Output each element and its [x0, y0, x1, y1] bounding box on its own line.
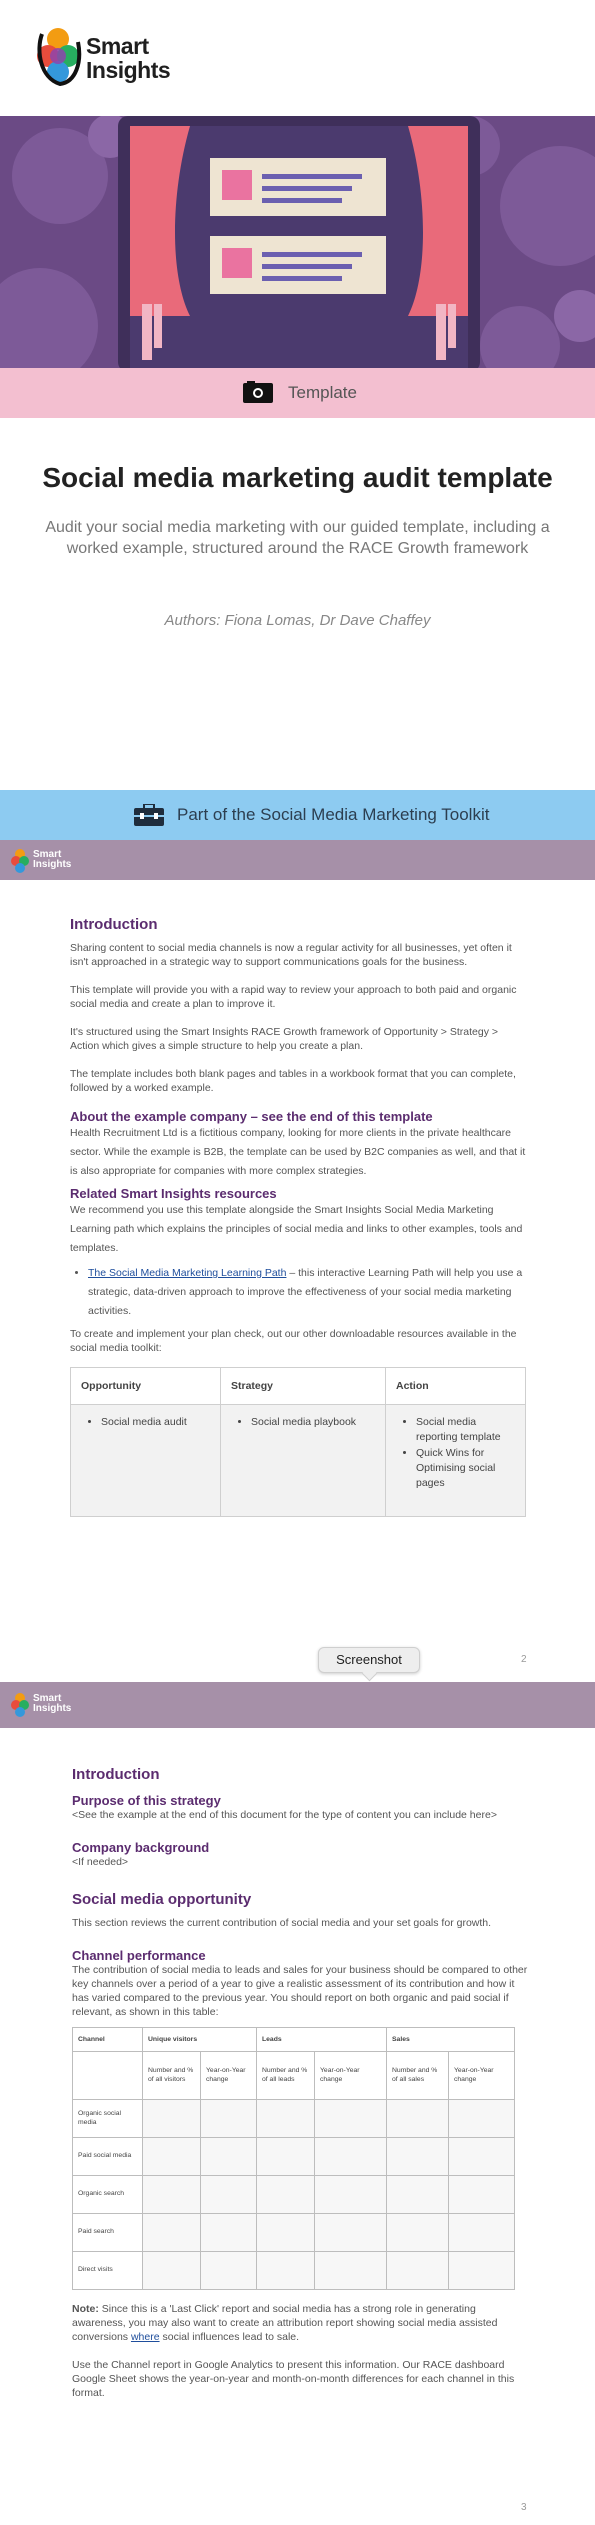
- header-unique-visitors: Unique visitors: [143, 2028, 257, 2052]
- hero-illustration: [0, 116, 595, 372]
- resource-quick-wins[interactable]: • Quick Wins for Optimising social pages: [416, 1446, 515, 1491]
- row-label: Paid social media: [73, 2138, 143, 2176]
- resources-heading: Related Smart Insights resources: [70, 1186, 277, 1201]
- row-label: Organic search: [73, 2176, 143, 2214]
- resources-list-item: [88, 1264, 526, 1321]
- resources-paragraph: We recommend you use this template alongside the Smart Insights Social Media Marketing Learning path which explains the principles of social media and links to other examples, tools and templates.: [70, 1204, 523, 1254]
- note-link[interactable]: where: [130, 2331, 160, 2343]
- cell-strategy: [221, 1405, 386, 1517]
- page-header-bar: [0, 840, 595, 880]
- smart-insights-logo: [34, 26, 184, 90]
- toolkit-table: [70, 1367, 526, 1517]
- screenshot-tooltip: Screenshot: [318, 1647, 420, 1673]
- learning-path-link[interactable]: The Social Media Marketing Learning Path: [88, 1267, 287, 1279]
- row-label: Direct visits: [73, 2252, 143, 2290]
- learning-path-description: – this interactive Learning Path will help you use a strategic, data-driven approach to improve the effectiveness of your social media marketing activities.: [88, 1267, 523, 1317]
- table-row: [73, 2100, 515, 2138]
- toolkit-paragraph: To create and implement your plan check, out our other downloadable resources available in the social media toolkit:: [70, 1328, 517, 1354]
- intro-paragraph-3: It's structured using the Smart Insights RACE Growth framework of Opportunity > Strategy > Action which gives a simple structure to help you create a plan.: [70, 1026, 499, 1052]
- page-number: 3: [521, 2502, 527, 2513]
- final-paragraph: Use the Channel report in Google Analytics to present this information. Our RACE dashboard Google Sheet shows the year-on-year and month-on-month differences for each channel in this format.: [72, 2359, 515, 2399]
- theatre-illustration: [0, 116, 595, 372]
- channel-performance-heading: Channel performance: [72, 1948, 206, 1963]
- channel-performance-paragraph: The contribution of social media to leads and sales for your business should be compared to other key channels over a period of a year to give a realistic assessment of its contribution and how it has varied compared to the previous year. You should report on both organic and paid social if relevant, as shown in this table:: [72, 1964, 528, 2018]
- intro-heading: Introduction: [72, 1766, 160, 1783]
- page-3-content: [72, 1766, 532, 2400]
- resources-list: [70, 1264, 526, 1321]
- table-row: [73, 2214, 515, 2252]
- header-strategy: Strategy: [221, 1368, 386, 1405]
- toolkit-table-row: [71, 1405, 526, 1517]
- intro-paragraph-4: The template includes both blank pages and tables in a workbook format that you can complete, followed by a worked example.: [70, 1068, 516, 1094]
- template-band: [0, 368, 595, 418]
- header-channel: Channel: [73, 2028, 143, 2052]
- header-leads: Leads: [257, 2028, 387, 2052]
- example-company-paragraph: Health Recruitment Ltd is a fictitious company, looking for more clients in the private healthcare sector. While the example is B2B, the template can be used by B2C companies as well, and that it is also appropriate for companies with more complex strategies.: [70, 1127, 526, 1177]
- header-logo-line-1: Smart: [33, 849, 62, 860]
- company-background-paragraph: <If needed>: [72, 1856, 129, 1868]
- subheader-leads-yoy: Year-on-Year change: [315, 2052, 387, 2100]
- table-row: [73, 2252, 515, 2290]
- template-label: Template: [288, 383, 357, 402]
- header-logo: [10, 1692, 80, 1718]
- row-label: Paid search: [73, 2214, 143, 2252]
- logo-icon: [34, 26, 82, 86]
- cell-action: [386, 1405, 526, 1517]
- page-header-bar: [0, 1682, 595, 1728]
- social-media-opportunity-paragraph: This section reviews the current contribution of social media and your set goals for growth.: [72, 1917, 492, 1929]
- page-number: 2: [521, 1654, 527, 1665]
- subheader-sales-yoy: Year-on-Year change: [449, 2052, 515, 2100]
- note-label: Note:: [72, 2303, 99, 2315]
- note-text-2: social influences lead to sale.: [159, 2331, 300, 2343]
- table-row: [73, 2138, 515, 2176]
- logo-line-2: Insights: [86, 57, 171, 83]
- subheader-empty: [73, 2052, 143, 2100]
- page-2: [0, 840, 595, 1680]
- intro-paragraph-2: This template will provide you with a rapid way to review your approach to both paid and organic social media and create a plan to improve it.: [70, 984, 517, 1010]
- subheader-visitors-yoy: Year-on-Year change: [201, 2052, 257, 2100]
- cover-page: [0, 0, 595, 840]
- social-media-opportunity-heading: Social media opportunity: [72, 1891, 252, 1908]
- channel-table: [72, 2027, 515, 2290]
- document-authors: Authors: Fiona Lomas, Dr Dave Chaffey: [164, 612, 431, 629]
- header-logo-icon: [10, 848, 30, 874]
- subheader-sales-number: Number and % of all sales: [387, 2052, 449, 2100]
- document-title: Social media marketing audit template: [42, 462, 553, 493]
- logo-line-1: Smart: [86, 33, 149, 59]
- company-background-heading: Company background: [72, 1840, 210, 1855]
- header-opportunity: Opportunity: [71, 1368, 221, 1405]
- header-action: Action: [386, 1368, 526, 1405]
- header-logo-line-2: Insights: [33, 1703, 72, 1714]
- resource-social-media-playbook[interactable]: • Social media playbook: [251, 1415, 375, 1430]
- camera-icon: [243, 381, 273, 403]
- subheader-leads-number: Number and % of all leads: [257, 2052, 315, 2100]
- table-row: [73, 2176, 515, 2214]
- example-company-heading: About the example company – see the end of this template: [70, 1109, 433, 1124]
- note-text-1: Since this is a 'Last Click' report and social media has a strong role in generating awareness, you may also want to create an attribution report showing social media assisted conversions: [72, 2303, 498, 2343]
- page-3: [0, 1682, 595, 2525]
- header-logo-icon: [10, 1692, 30, 1718]
- resource-reporting-template[interactable]: • Social media reporting template: [416, 1415, 515, 1445]
- toolkit-label: Part of the Social Media Marketing Toolkit: [177, 805, 490, 824]
- subheader-visitors-number: Number and % of all visitors: [143, 2052, 201, 2100]
- channel-table-header: [73, 2028, 515, 2052]
- resource-social-media-audit[interactable]: • Social media audit: [101, 1415, 210, 1430]
- toolkit-band: [0, 790, 595, 840]
- toolkit-table-header: [71, 1368, 526, 1405]
- page-2-content: [70, 916, 526, 1517]
- intro-paragraph-1: Sharing content to social media channels is now a regular activity for all businesses, yet often it isn't approached in a strategic way to support communications goals for the business.: [70, 942, 512, 968]
- row-label: Organic social media: [73, 2100, 143, 2138]
- header-logo-line-1: Smart: [33, 1693, 62, 1704]
- cell-opportunity: [71, 1405, 221, 1517]
- document-subtitle: Audit your social media marketing with our guided template, including a worked example, structured around the RACE Growth framework: [45, 519, 550, 557]
- toolbox-icon: [134, 804, 164, 826]
- header-logo-line-2: Insights: [33, 859, 72, 870]
- channel-table-subheader: [73, 2052, 515, 2100]
- purpose-paragraph: <See the example at the end of this document for the type of content you can include here>: [72, 1809, 497, 1821]
- note-paragraph: [72, 2302, 532, 2344]
- intro-heading: Introduction: [70, 916, 158, 933]
- purpose-heading: Purpose of this strategy: [72, 1793, 221, 1808]
- header-sales: Sales: [387, 2028, 515, 2052]
- header-logo: [10, 848, 80, 874]
